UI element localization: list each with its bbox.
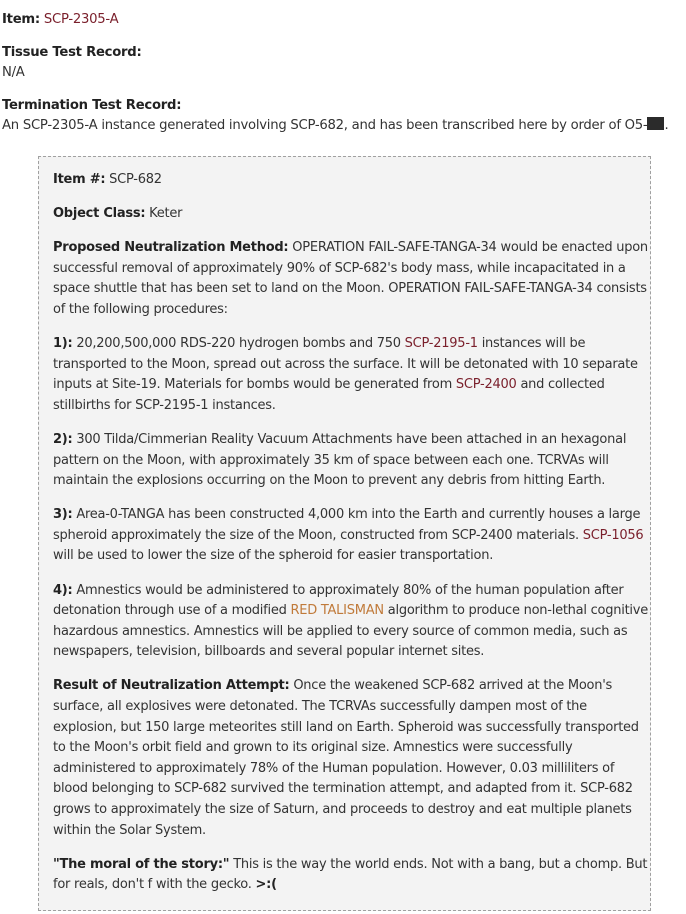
step-2 [53, 430, 650, 492]
item-field [2, 10, 686, 31]
record-method [53, 238, 650, 320]
moral-emote: >:( [255, 877, 277, 893]
termination-text-body: An SCP-2305-A instance generated involving SCP-682, and has been transcribed here by order of O5- [2, 118, 648, 133]
item-label: Item: [2, 12, 40, 27]
record-class [53, 204, 650, 225]
step-1-label: 1): [53, 336, 73, 352]
step-1-text-a: 20,200,500,000 RDS-220 hydrogen bombs and 750 [76, 336, 401, 352]
step-4-text-b: algorithm to produce non-lethal cognitive hazardous amnestics. Amnestics will be applied to every source of common media, such as newspapers, television, billboards and several popular internet sites. [53, 603, 648, 660]
scp-2195-1-link[interactable]: SCP-2195-1 [404, 336, 478, 352]
record-method-text: OPERATION FAIL-SAFE-TANGA-34 would be enacted upon successful removal of approximately 90% of SCP-682's body mass, while incapacitated in a space shuttle that has been set to land on the Moon. OPERATION FAIL-SAFE-TANGA-34 consists of the following procedures: [53, 240, 648, 317]
step-3-text-b: will be used to lower the size of the spheroid for easier transportation. [53, 548, 494, 564]
scp-1056-link[interactable]: SCP-1056 [582, 527, 644, 543]
step-1 [53, 334, 650, 416]
record-item [53, 170, 650, 191]
redaction-block [647, 117, 664, 130]
moral-label: "The moral of the story:" [53, 856, 230, 872]
record-method-label: Proposed Neutralization Method: [53, 240, 289, 256]
step-3-text-a: Area-0-TANGA has been constructed 4,000 km into the Earth and currently houses a large spheroid approximately the size of the Moon, constructed from SCP-2400 materials. [53, 507, 641, 543]
moral-text: This is the way the world ends. Not with a bang, but a chomp. But for reals, don't f with the gecko. [53, 856, 648, 893]
scp-2400-link[interactable]: SCP-2400 [455, 377, 517, 393]
step-3-label: 3): [53, 507, 73, 523]
result-label: Result of Neutralization Attempt: [53, 678, 290, 694]
step-2-label: 2): [53, 431, 73, 447]
tissue-value: N/A [2, 65, 25, 80]
result-text: Once the weakened SCP-682 arrived at the Moon's surface, all explosives were detonated. The TCRVAs successfully dampen most of the explosion, but 150 large meteorites still land on Earth. Spheroid was successfully transported to the Moon's orbit field and grown to its original size. Amnestics were successfully administered to approximately 78% of the Human population. However, 0.03 milliliters of blood belonging to SCP-682 survived the termination attempt, and adapted from it. SCP-682 grows to approximately the size of Saturn, and proceeds to destroy and eat multiple planets within the Solar System. [53, 678, 639, 838]
termination-end: . [664, 118, 669, 133]
item-link[interactable]: SCP-2305-A [43, 12, 119, 27]
step-3 [53, 505, 650, 567]
step-4-label: 4): [53, 582, 73, 598]
red-talisman-link[interactable]: RED TALISMAN [290, 603, 384, 619]
record-item-value: SCP-682 [109, 172, 162, 187]
step-1-text-c: and collected stillbirths for SCP-2195-1 instances. [53, 377, 605, 413]
step-4-text-a: Amnestics would be administered to approximately 80% of the human population after detonation through use of a modified [53, 582, 624, 619]
record-item-label: Item #: [53, 172, 106, 187]
step-2-text: 300 Tilda/Cimmerian Reality Vacuum Attachments have been attached in an hexagonal pattern on the Moon, with approximately 35 km of space between each one. TCRVAs will maintain the explosions occurring on the Moon to prevent any debris from hitting Earth. [53, 431, 627, 489]
result [53, 676, 650, 841]
moral [53, 855, 650, 896]
termination-text [2, 116, 686, 137]
tissue-field [2, 43, 686, 84]
termination-field [2, 96, 686, 137]
step-4 [53, 581, 650, 663]
tissue-label: Tissue Test Record: [2, 44, 142, 60]
termination-record-box [38, 156, 651, 911]
termination-label: Termination Test Record: [2, 97, 182, 113]
step-1-text-b: instances will be transported to the Moon, spread out across the surface. It will be detonated with 10 separate inputs at Site-19. Materials for bombs would be generated from [53, 336, 638, 393]
record-class-label: Object Class: [53, 206, 146, 222]
record-class-value: Keter [149, 206, 183, 222]
